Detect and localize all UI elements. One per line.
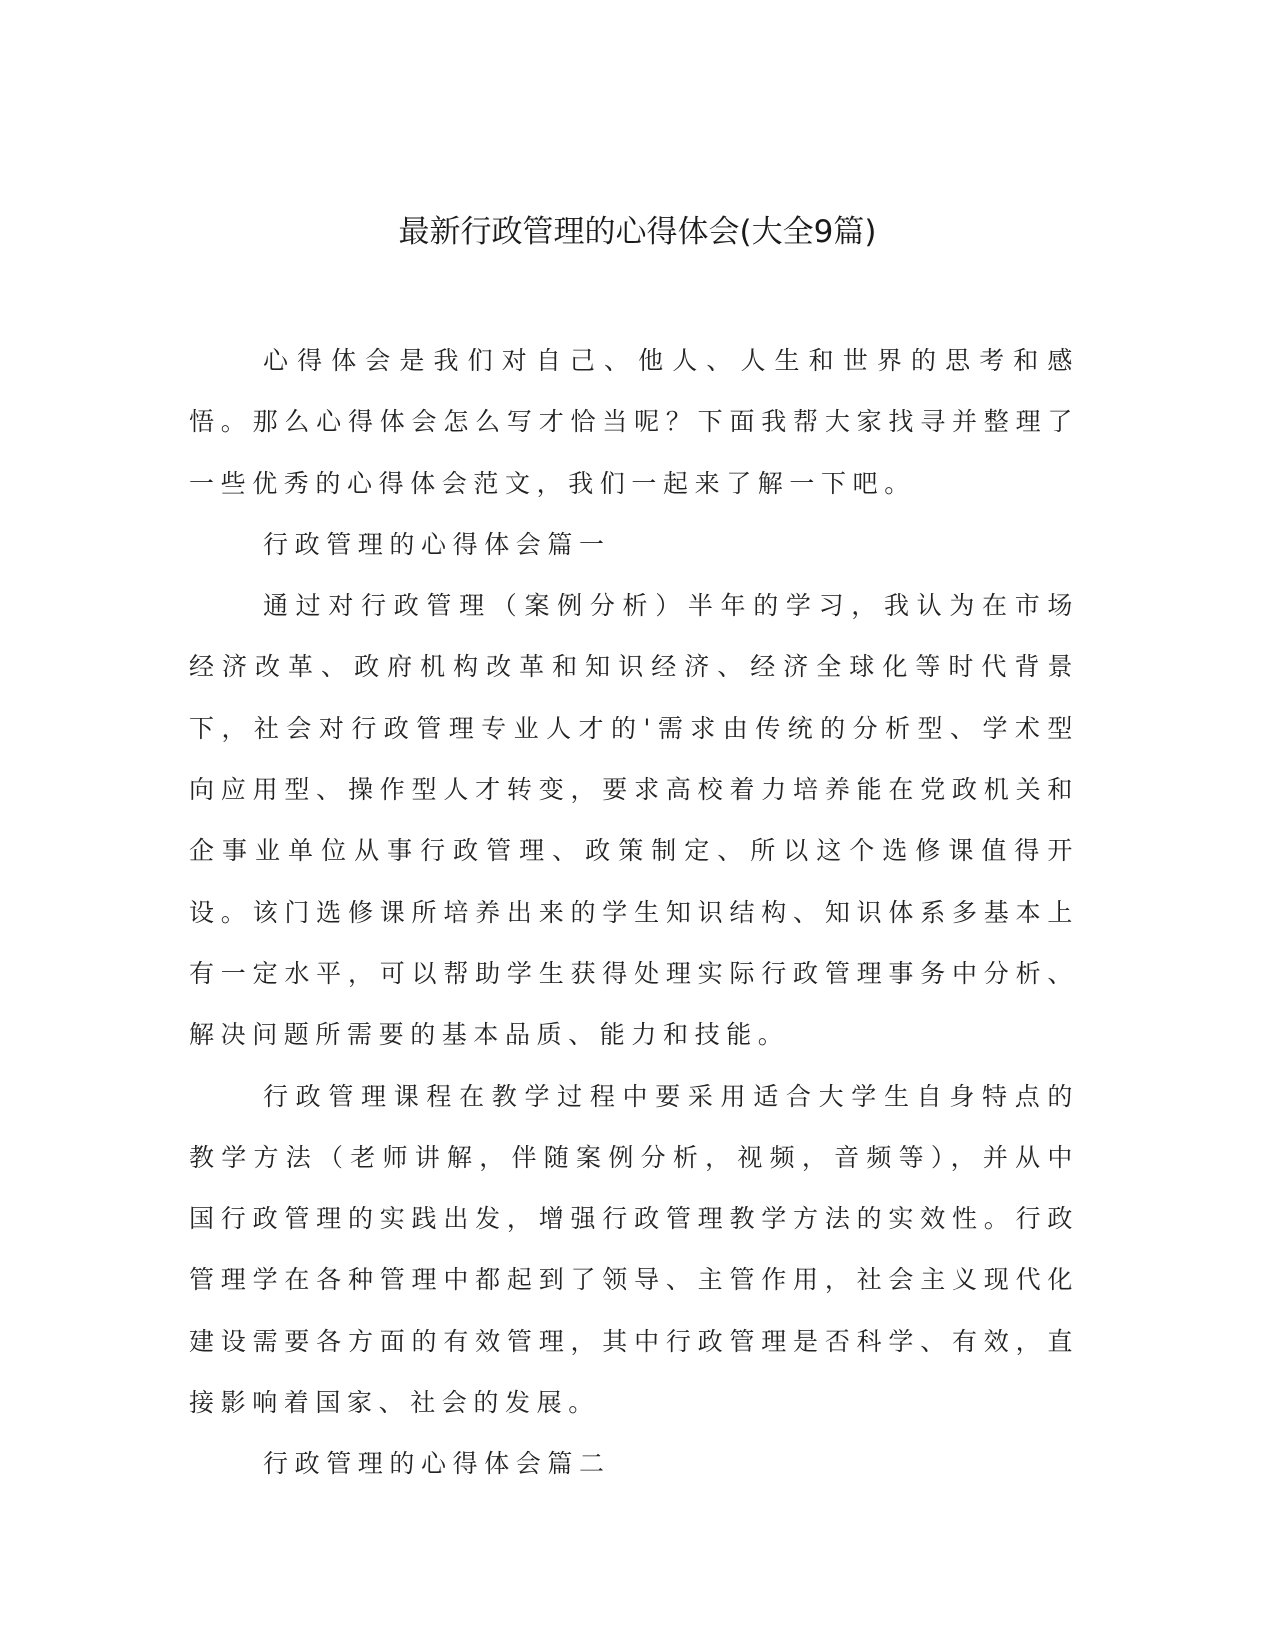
intro-paragraph: 心得体会是我们对自己、他人、人生和世界的思考和感悟。那么心得体会怎么写才恰当呢？下面我帮大家找寻并整理了一些优秀的心得体会范文，我们一起来了解一下吧。 xyxy=(189,346,1079,498)
document-title: 最新行政管理的心得体会(大全9篇) xyxy=(398,214,877,250)
document-body xyxy=(189,330,1079,1495)
section-heading-2: 行政管理的心得体会篇二 xyxy=(263,1449,611,1479)
section-heading-1: 行政管理的心得体会篇一 xyxy=(263,529,611,559)
section-1-paragraph-1: 通过对行政管理（案例分析）半年的学习，我认为在市场经济改革、政府机构改革和知识经济、经济全球化等时代背景下，社会对行政管理专业人才的'需求由传统的分析型、学术型向应用型、操作型人才转变，要求高校着力培养能在党政机关和企事业单位从事行政管理、政策制定、所以这个选修课值得开设。该门选修课所培养出来的学生知识结构、知识体系多基本上有一定水平，可以帮助学生获得处理实际行政管理事务中分析、解决问题所需要的基本品质、能力和技能。 xyxy=(189,591,1079,1050)
section-1-paragraph-2: 行政管理课程在教学过程中要采用适合大学生自身特点的教学方法（老师讲解，伴随案例分析，视频，音频等），并从中国行政管理的实践出发，增强行政管理教学方法的实效性。行政管理学在各种管理中都起到了领导、主管作用，社会主义现代化建设需要各方面的有效管理，其中行政管理是否科学、有效，直接影响着国家、社会的发展。 xyxy=(189,1081,1079,1418)
